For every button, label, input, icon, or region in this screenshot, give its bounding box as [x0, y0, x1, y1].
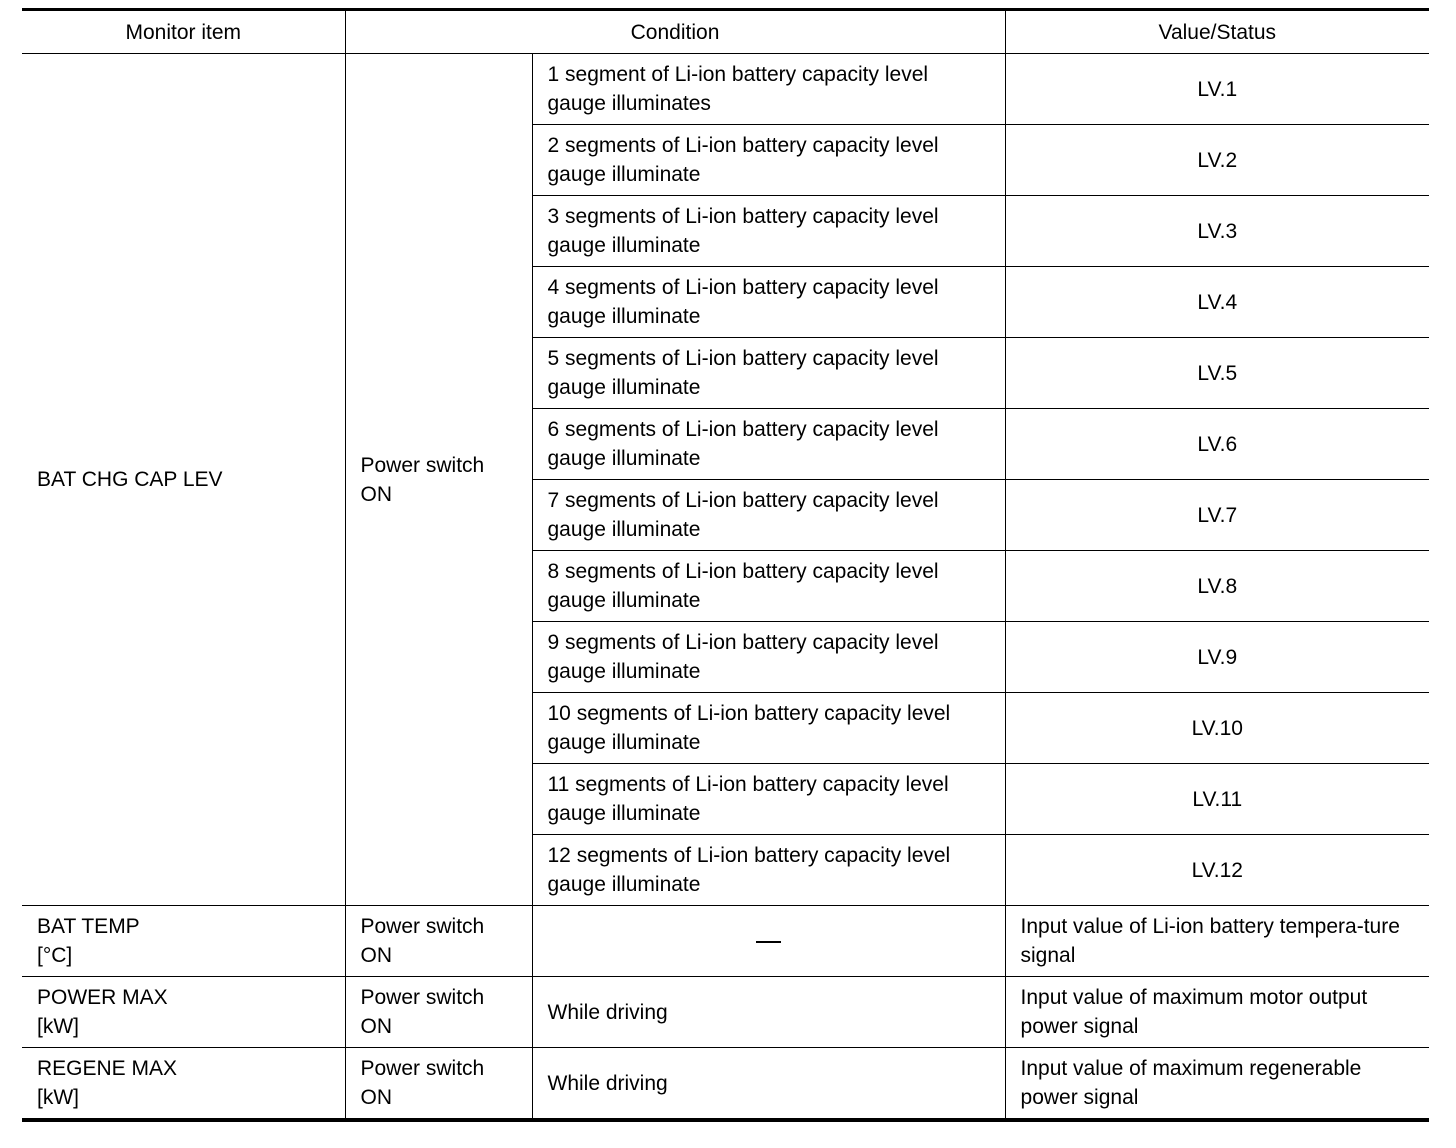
dash-mark: [756, 941, 781, 943]
value-status: LV.8: [1005, 551, 1429, 622]
value-status: LV.11: [1005, 764, 1429, 835]
value-status: LV.2: [1005, 125, 1429, 196]
sub-condition: 5 segments of Li-ion battery capacity level gauge illuminate: [532, 338, 1005, 409]
table-row-power-max: [22, 977, 1429, 1048]
sub-condition: 11 segments of Li-ion battery capacity level gauge illuminate: [532, 764, 1005, 835]
value-status: LV.10: [1005, 693, 1429, 764]
sub-condition-none: [532, 906, 1005, 977]
value-status: Input value of maximum motor output power signal: [1005, 977, 1429, 1048]
sub-condition: 2 segments of Li-ion battery capacity level gauge illuminate: [532, 125, 1005, 196]
monitor-item-bat-chg-cap-lev: BAT CHG CAP LEV: [22, 54, 345, 906]
value-status: LV.6: [1005, 409, 1429, 480]
value-status: Input value of Li-ion battery tempera-ture signal: [1005, 906, 1429, 977]
table-row: [22, 54, 1429, 125]
value-status: LV.12: [1005, 835, 1429, 906]
monitor-item-power-max: [22, 977, 345, 1048]
sub-condition: While driving: [532, 977, 1005, 1048]
value-status: LV.9: [1005, 622, 1429, 693]
sub-condition: 1 segment of Li-ion battery capacity level gauge illuminates: [532, 54, 1005, 125]
condition-power-switch: Power switch ON: [345, 906, 532, 977]
sub-condition: 9 segments of Li-ion battery capacity level gauge illuminate: [532, 622, 1005, 693]
sub-condition: 12 segments of Li-ion battery capacity level gauge illuminate: [532, 835, 1005, 906]
table-row-regene-max: [22, 1048, 1429, 1121]
monitor-item-name: BAT TEMP: [37, 915, 140, 938]
monitor-item-unit: [°C]: [37, 944, 73, 967]
monitor-item-regene-max: [22, 1048, 345, 1121]
monitor-item-bat-temp: [22, 906, 345, 977]
value-status: Input value of maximum regenerable power signal: [1005, 1048, 1429, 1121]
sub-condition: 7 segments of Li-ion battery capacity level gauge illuminate: [532, 480, 1005, 551]
monitor-item-name: REGENE MAX: [37, 1057, 178, 1080]
monitor-item-unit: [kW]: [37, 1086, 79, 1109]
value-status: LV.4: [1005, 267, 1429, 338]
sub-condition: 4 segments of Li-ion battery capacity level gauge illuminate: [532, 267, 1005, 338]
monitor-table: [22, 8, 1429, 1122]
header-value-status: Value/Status: [1005, 10, 1429, 54]
header-row: [22, 10, 1429, 54]
monitor-item-name: POWER MAX: [37, 986, 168, 1009]
condition-power-switch: Power switch ON: [345, 1048, 532, 1121]
sub-condition: 3 segments of Li-ion battery capacity level gauge illuminate: [532, 196, 1005, 267]
sub-condition: 6 segments of Li-ion battery capacity level gauge illuminate: [532, 409, 1005, 480]
value-status: LV.3: [1005, 196, 1429, 267]
header-condition: Condition: [345, 10, 1005, 54]
condition-power-switch: Power switch ON: [345, 977, 532, 1048]
table-row-bat-temp: [22, 906, 1429, 977]
value-status: LV.5: [1005, 338, 1429, 409]
sub-condition: 10 segments of Li-ion battery capacity level gauge illuminate: [532, 693, 1005, 764]
condition-power-switch: Power switch ON: [345, 54, 532, 906]
value-status: LV.7: [1005, 480, 1429, 551]
sub-condition: 8 segments of Li-ion battery capacity level gauge illuminate: [532, 551, 1005, 622]
value-status: LV.1: [1005, 54, 1429, 125]
sub-condition: While driving: [532, 1048, 1005, 1121]
monitor-item-unit: [kW]: [37, 1015, 79, 1038]
header-monitor-item: Monitor item: [22, 10, 345, 54]
